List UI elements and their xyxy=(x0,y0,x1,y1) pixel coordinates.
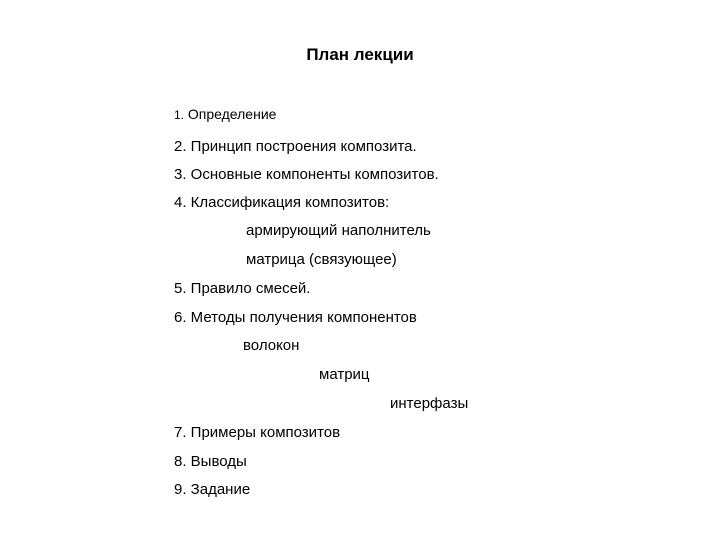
outline-item-8: 8. Выводы xyxy=(174,453,247,470)
outline-item-6: 6. Методы получения компонентов xyxy=(174,309,417,326)
page-title: План лекции xyxy=(306,45,414,64)
outline-item-9: 9. Задание xyxy=(174,481,251,498)
outline-subitem-matrix: матрица (связующее) xyxy=(246,251,397,268)
outline-subitem-fibers: волокон xyxy=(243,337,300,354)
outline-item-1-text: Определение xyxy=(187,106,277,122)
outline-item-1-number: 1. xyxy=(174,108,185,122)
outline-item-5: 5. Правило смесей. xyxy=(174,280,311,297)
outline-item-2: 2. Принцип построения композита. xyxy=(174,138,417,155)
outline-subitem-matrices: матриц xyxy=(319,366,370,383)
outline-subitem-reinforcing-filler: армирующий наполнитель xyxy=(246,222,431,239)
outline-item-1 xyxy=(174,104,276,125)
outline-subitem-interphases: интерфазы xyxy=(390,395,469,412)
outline-item-3: 3. Основные компоненты композитов. xyxy=(174,166,439,183)
outline-item-4: 4. Классификация композитов: xyxy=(174,194,390,211)
outline-item-7: 7. Примеры композитов xyxy=(174,424,341,441)
